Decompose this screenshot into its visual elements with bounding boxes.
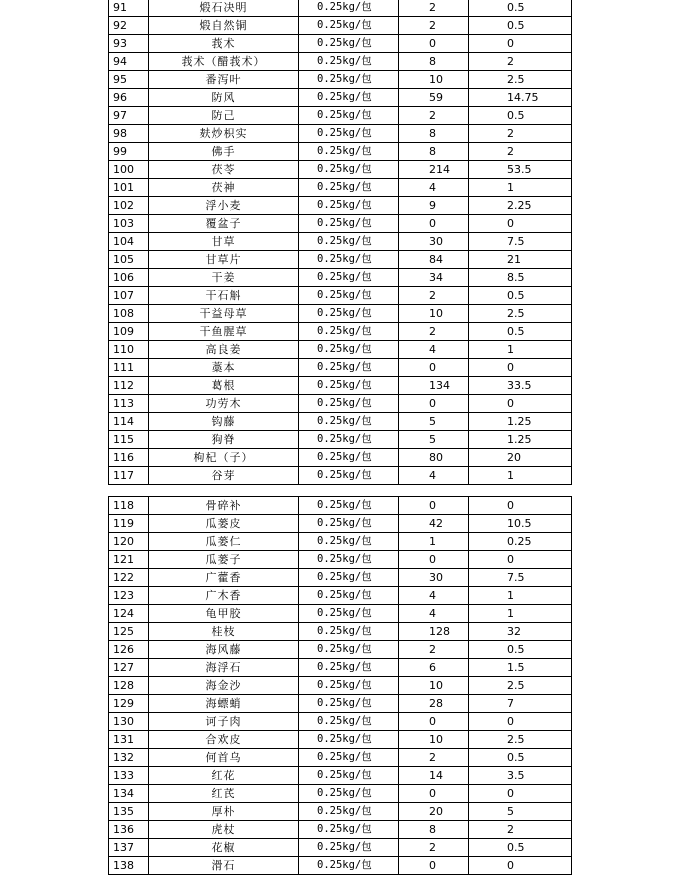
weight-cell: 0 <box>469 215 572 233</box>
herb-name-cell: 海螵蛸 <box>149 695 299 713</box>
row-number-cell: 124 <box>109 605 149 623</box>
quantity-cell: 128 <box>399 623 469 641</box>
row-number-cell: 135 <box>109 803 149 821</box>
table-row <box>109 605 572 623</box>
table-row <box>109 857 572 875</box>
weight-cell: 0.5 <box>469 107 572 125</box>
quantity-cell: 30 <box>399 233 469 251</box>
row-number-cell: 122 <box>109 569 149 587</box>
package-spec-cell: 0.25kg/包 <box>299 287 399 305</box>
weight-cell: 21 <box>469 251 572 269</box>
herb-name-cell: 高良姜 <box>149 341 299 359</box>
quantity-cell: 80 <box>399 449 469 467</box>
package-spec-cell: 0.25kg/包 <box>299 107 399 125</box>
weight-cell: 1.25 <box>469 413 572 431</box>
weight-cell: 3.5 <box>469 767 572 785</box>
weight-cell: 2.5 <box>469 731 572 749</box>
row-number-cell: 127 <box>109 659 149 677</box>
row-number-cell: 91 <box>109 0 149 17</box>
herb-name-cell: 佛手 <box>149 143 299 161</box>
weight-cell: 1.25 <box>469 431 572 449</box>
herb-name-cell: 海风藤 <box>149 641 299 659</box>
quantity-cell: 0 <box>399 395 469 413</box>
table-row <box>109 143 572 161</box>
table-row <box>109 569 572 587</box>
package-spec-cell: 0.25kg/包 <box>299 623 399 641</box>
herb-name-cell: 滑石 <box>149 857 299 875</box>
herb-name-cell: 龟甲胶 <box>149 605 299 623</box>
row-number-cell: 137 <box>109 839 149 857</box>
table-row <box>109 179 572 197</box>
quantity-cell: 10 <box>399 731 469 749</box>
row-number-cell: 96 <box>109 89 149 107</box>
package-spec-cell: 0.25kg/包 <box>299 839 399 857</box>
weight-cell: 5 <box>469 803 572 821</box>
table-row <box>109 17 572 35</box>
table-row <box>109 731 572 749</box>
row-number-cell: 103 <box>109 215 149 233</box>
weight-cell: 14.75 <box>469 89 572 107</box>
quantity-cell: 0 <box>399 785 469 803</box>
weight-cell: 2 <box>469 125 572 143</box>
herb-name-cell: 干益母草 <box>149 305 299 323</box>
table-row <box>109 449 572 467</box>
weight-cell: 2.5 <box>469 71 572 89</box>
herb-name-cell: 海浮石 <box>149 659 299 677</box>
package-spec-cell: 0.25kg/包 <box>299 197 399 215</box>
package-spec-cell: 0.25kg/包 <box>299 605 399 623</box>
row-number-cell: 95 <box>109 71 149 89</box>
row-number-cell: 105 <box>109 251 149 269</box>
quantity-cell: 0 <box>399 857 469 875</box>
table-row <box>109 323 572 341</box>
quantity-cell: 4 <box>399 587 469 605</box>
package-spec-cell: 0.25kg/包 <box>299 341 399 359</box>
row-number-cell: 128 <box>109 677 149 695</box>
quantity-cell: 2 <box>399 641 469 659</box>
herb-name-cell: 覆盆子 <box>149 215 299 233</box>
row-number-cell: 130 <box>109 713 149 731</box>
weight-cell: 0.5 <box>469 323 572 341</box>
weight-cell: 0 <box>469 497 572 515</box>
table-row <box>109 785 572 803</box>
quantity-cell: 214 <box>399 161 469 179</box>
table-row <box>109 161 572 179</box>
package-spec-cell: 0.25kg/包 <box>299 551 399 569</box>
row-number-cell: 131 <box>109 731 149 749</box>
package-spec-cell: 0.25kg/包 <box>299 821 399 839</box>
row-number-cell: 118 <box>109 497 149 515</box>
package-spec-cell: 0.25kg/包 <box>299 377 399 395</box>
weight-cell: 1 <box>469 467 572 485</box>
row-number-cell: 100 <box>109 161 149 179</box>
herb-name-cell: 甘草片 <box>149 251 299 269</box>
herb-name-cell: 诃子肉 <box>149 713 299 731</box>
package-spec-cell: 0.25kg/包 <box>299 143 399 161</box>
row-number-cell: 125 <box>109 623 149 641</box>
table-row <box>109 233 572 251</box>
row-number-cell: 119 <box>109 515 149 533</box>
quantity-cell: 0 <box>399 713 469 731</box>
herb-name-cell: 瓜蒌皮 <box>149 515 299 533</box>
herb-name-cell: 厚朴 <box>149 803 299 821</box>
weight-cell: 2 <box>469 143 572 161</box>
package-spec-cell: 0.25kg/包 <box>299 857 399 875</box>
package-spec-cell: 0.25kg/包 <box>299 449 399 467</box>
package-spec-cell: 0.25kg/包 <box>299 713 399 731</box>
weight-cell: 1.5 <box>469 659 572 677</box>
package-spec-cell: 0.25kg/包 <box>299 89 399 107</box>
herb-name-cell: 干姜 <box>149 269 299 287</box>
quantity-cell: 10 <box>399 71 469 89</box>
quantity-cell: 0 <box>399 551 469 569</box>
weight-cell: 0 <box>469 395 572 413</box>
package-spec-cell: 0.25kg/包 <box>299 431 399 449</box>
herb-name-cell: 花椒 <box>149 839 299 857</box>
herb-name-cell: 瓜蒌仁 <box>149 533 299 551</box>
quantity-cell: 84 <box>399 251 469 269</box>
package-spec-cell: 0.25kg/包 <box>299 269 399 287</box>
weight-cell: 20 <box>469 449 572 467</box>
quantity-cell: 4 <box>399 605 469 623</box>
weight-cell: 33.5 <box>469 377 572 395</box>
package-spec-cell: 0.25kg/包 <box>299 785 399 803</box>
row-number-cell: 102 <box>109 197 149 215</box>
herb-table-2 <box>108 496 572 875</box>
herb-name-cell: 何首乌 <box>149 749 299 767</box>
quantity-cell: 10 <box>399 305 469 323</box>
package-spec-cell: 0.25kg/包 <box>299 359 399 377</box>
package-spec-cell: 0.25kg/包 <box>299 0 399 17</box>
package-spec-cell: 0.25kg/包 <box>299 569 399 587</box>
table-row <box>109 467 572 485</box>
herb-name-cell: 茯苓 <box>149 161 299 179</box>
package-spec-cell: 0.25kg/包 <box>299 515 399 533</box>
package-spec-cell: 0.25kg/包 <box>299 17 399 35</box>
quantity-cell: 4 <box>399 467 469 485</box>
table-row <box>109 641 572 659</box>
table-row <box>109 35 572 53</box>
table-row <box>109 551 572 569</box>
row-number-cell: 126 <box>109 641 149 659</box>
herb-name-cell: 谷芽 <box>149 467 299 485</box>
weight-cell: 2 <box>469 53 572 71</box>
quantity-cell: 34 <box>399 269 469 287</box>
herb-name-cell: 钩藤 <box>149 413 299 431</box>
quantity-cell: 8 <box>399 53 469 71</box>
herb-name-cell: 骨碎补 <box>149 497 299 515</box>
herb-name-cell: 海金沙 <box>149 677 299 695</box>
table-row <box>109 713 572 731</box>
weight-cell: 1 <box>469 587 572 605</box>
herb-name-cell: 干鱼腥草 <box>149 323 299 341</box>
package-spec-cell: 0.25kg/包 <box>299 251 399 269</box>
row-number-cell: 99 <box>109 143 149 161</box>
package-spec-cell: 0.25kg/包 <box>299 677 399 695</box>
herb-name-cell: 广藿香 <box>149 569 299 587</box>
row-number-cell: 108 <box>109 305 149 323</box>
table-row <box>109 695 572 713</box>
row-number-cell: 129 <box>109 695 149 713</box>
quantity-cell: 9 <box>399 197 469 215</box>
row-number-cell: 94 <box>109 53 149 71</box>
quantity-cell: 8 <box>399 821 469 839</box>
package-spec-cell: 0.25kg/包 <box>299 587 399 605</box>
package-spec-cell: 0.25kg/包 <box>299 53 399 71</box>
weight-cell: 32 <box>469 623 572 641</box>
herb-name-cell: 葛根 <box>149 377 299 395</box>
package-spec-cell: 0.25kg/包 <box>299 179 399 197</box>
package-spec-cell: 0.25kg/包 <box>299 731 399 749</box>
quantity-cell: 2 <box>399 0 469 17</box>
weight-cell: 0.5 <box>469 641 572 659</box>
package-spec-cell: 0.25kg/包 <box>299 233 399 251</box>
row-number-cell: 123 <box>109 587 149 605</box>
weight-cell: 0.5 <box>469 749 572 767</box>
quantity-cell: 2 <box>399 749 469 767</box>
herb-name-cell: 煅自然铜 <box>149 17 299 35</box>
row-number-cell: 134 <box>109 785 149 803</box>
quantity-cell: 4 <box>399 179 469 197</box>
row-number-cell: 104 <box>109 233 149 251</box>
table-row <box>109 395 572 413</box>
table-row <box>109 533 572 551</box>
table-row <box>109 215 572 233</box>
package-spec-cell: 0.25kg/包 <box>299 497 399 515</box>
quantity-cell: 28 <box>399 695 469 713</box>
quantity-cell: 2 <box>399 107 469 125</box>
row-number-cell: 92 <box>109 17 149 35</box>
quantity-cell: 6 <box>399 659 469 677</box>
row-number-cell: 132 <box>109 749 149 767</box>
table-row <box>109 341 572 359</box>
row-number-cell: 121 <box>109 551 149 569</box>
row-number-cell: 115 <box>109 431 149 449</box>
row-number-cell: 138 <box>109 857 149 875</box>
quantity-cell: 0 <box>399 359 469 377</box>
weight-cell: 53.5 <box>469 161 572 179</box>
weight-cell: 1 <box>469 179 572 197</box>
table-row <box>109 839 572 857</box>
weight-cell: 0.5 <box>469 0 572 17</box>
row-number-cell: 93 <box>109 35 149 53</box>
herb-name-cell: 麸炒枳实 <box>149 125 299 143</box>
table-row <box>109 767 572 785</box>
package-spec-cell: 0.25kg/包 <box>299 161 399 179</box>
herb-name-cell: 防己 <box>149 107 299 125</box>
table-row <box>109 413 572 431</box>
herb-name-cell: 藁本 <box>149 359 299 377</box>
herb-table-body <box>109 497 572 875</box>
weight-cell: 0 <box>469 785 572 803</box>
table-row <box>109 497 572 515</box>
row-number-cell: 113 <box>109 395 149 413</box>
weight-cell: 0.25 <box>469 533 572 551</box>
herb-name-cell: 莪术（醋莪术） <box>149 53 299 71</box>
row-number-cell: 114 <box>109 413 149 431</box>
table-row <box>109 0 572 17</box>
weight-cell: 7.5 <box>469 569 572 587</box>
quantity-cell: 14 <box>399 767 469 785</box>
row-number-cell: 111 <box>109 359 149 377</box>
package-spec-cell: 0.25kg/包 <box>299 695 399 713</box>
quantity-cell: 30 <box>399 569 469 587</box>
quantity-cell: 2 <box>399 323 469 341</box>
package-spec-cell: 0.25kg/包 <box>299 749 399 767</box>
row-number-cell: 110 <box>109 341 149 359</box>
herb-name-cell: 红芪 <box>149 785 299 803</box>
weight-cell: 0.5 <box>469 839 572 857</box>
herb-name-cell: 桂枝 <box>149 623 299 641</box>
quantity-cell: 1 <box>399 533 469 551</box>
weight-cell: 0 <box>469 857 572 875</box>
table-row <box>109 821 572 839</box>
herb-name-cell: 浮小麦 <box>149 197 299 215</box>
quantity-cell: 4 <box>399 341 469 359</box>
quantity-cell: 2 <box>399 287 469 305</box>
quantity-cell: 2 <box>399 17 469 35</box>
herb-table-1 <box>108 0 572 485</box>
package-spec-cell: 0.25kg/包 <box>299 305 399 323</box>
package-spec-cell: 0.25kg/包 <box>299 533 399 551</box>
table-row <box>109 431 572 449</box>
weight-cell: 8.5 <box>469 269 572 287</box>
quantity-cell: 0 <box>399 497 469 515</box>
table-row <box>109 125 572 143</box>
weight-cell: 0 <box>469 713 572 731</box>
table-row <box>109 305 572 323</box>
herb-name-cell: 煅石决明 <box>149 0 299 17</box>
herb-name-cell: 干石斛 <box>149 287 299 305</box>
table-row <box>109 677 572 695</box>
quantity-cell: 42 <box>399 515 469 533</box>
row-number-cell: 136 <box>109 821 149 839</box>
table-row <box>109 197 572 215</box>
herb-name-cell: 枸杞（子） <box>149 449 299 467</box>
quantity-cell: 8 <box>399 125 469 143</box>
table-row <box>109 287 572 305</box>
herb-table-body <box>109 0 572 485</box>
weight-cell: 7 <box>469 695 572 713</box>
table-row <box>109 623 572 641</box>
herb-name-cell: 狗脊 <box>149 431 299 449</box>
row-number-cell: 133 <box>109 767 149 785</box>
quantity-cell: 8 <box>399 143 469 161</box>
weight-cell: 2.5 <box>469 677 572 695</box>
table-row <box>109 269 572 287</box>
table-row <box>109 749 572 767</box>
package-spec-cell: 0.25kg/包 <box>299 35 399 53</box>
herb-name-cell: 虎杖 <box>149 821 299 839</box>
row-number-cell: 101 <box>109 179 149 197</box>
package-spec-cell: 0.25kg/包 <box>299 641 399 659</box>
table-row <box>109 515 572 533</box>
weight-cell: 0 <box>469 35 572 53</box>
herb-name-cell: 番泻叶 <box>149 71 299 89</box>
table-row <box>109 71 572 89</box>
row-number-cell: 109 <box>109 323 149 341</box>
table-row <box>109 359 572 377</box>
quantity-cell: 10 <box>399 677 469 695</box>
row-number-cell: 98 <box>109 125 149 143</box>
herb-name-cell: 甘草 <box>149 233 299 251</box>
package-spec-cell: 0.25kg/包 <box>299 395 399 413</box>
package-spec-cell: 0.25kg/包 <box>299 215 399 233</box>
quantity-cell: 59 <box>399 89 469 107</box>
herb-name-cell: 功劳木 <box>149 395 299 413</box>
weight-cell: 10.5 <box>469 515 572 533</box>
weight-cell: 1 <box>469 605 572 623</box>
package-spec-cell: 0.25kg/包 <box>299 71 399 89</box>
herb-name-cell: 广木香 <box>149 587 299 605</box>
quantity-cell: 5 <box>399 413 469 431</box>
weight-cell: 0 <box>469 551 572 569</box>
quantity-cell: 2 <box>399 839 469 857</box>
herb-name-cell: 合欢皮 <box>149 731 299 749</box>
herb-name-cell: 红花 <box>149 767 299 785</box>
row-number-cell: 117 <box>109 467 149 485</box>
herb-name-cell: 茯神 <box>149 179 299 197</box>
weight-cell: 0.5 <box>469 287 572 305</box>
row-number-cell: 106 <box>109 269 149 287</box>
row-number-cell: 107 <box>109 287 149 305</box>
table-row <box>109 803 572 821</box>
quantity-cell: 5 <box>399 431 469 449</box>
table-row <box>109 659 572 677</box>
weight-cell: 2.5 <box>469 305 572 323</box>
table-row <box>109 587 572 605</box>
table-row <box>109 53 572 71</box>
row-number-cell: 116 <box>109 449 149 467</box>
quantity-cell: 0 <box>399 35 469 53</box>
package-spec-cell: 0.25kg/包 <box>299 659 399 677</box>
herb-name-cell: 瓜蒌子 <box>149 551 299 569</box>
weight-cell: 2 <box>469 821 572 839</box>
table-row <box>109 107 572 125</box>
table-row <box>109 251 572 269</box>
package-spec-cell: 0.25kg/包 <box>299 413 399 431</box>
table-row <box>109 89 572 107</box>
weight-cell: 7.5 <box>469 233 572 251</box>
quantity-cell: 0 <box>399 215 469 233</box>
row-number-cell: 120 <box>109 533 149 551</box>
package-spec-cell: 0.25kg/包 <box>299 323 399 341</box>
herb-name-cell: 防风 <box>149 89 299 107</box>
package-spec-cell: 0.25kg/包 <box>299 803 399 821</box>
package-spec-cell: 0.25kg/包 <box>299 125 399 143</box>
weight-cell: 0.5 <box>469 17 572 35</box>
row-number-cell: 112 <box>109 377 149 395</box>
package-spec-cell: 0.25kg/包 <box>299 467 399 485</box>
package-spec-cell: 0.25kg/包 <box>299 767 399 785</box>
row-number-cell: 97 <box>109 107 149 125</box>
quantity-cell: 20 <box>399 803 469 821</box>
weight-cell: 1 <box>469 341 572 359</box>
table-row <box>109 377 572 395</box>
herb-name-cell: 莪术 <box>149 35 299 53</box>
quantity-cell: 134 <box>399 377 469 395</box>
weight-cell: 2.25 <box>469 197 572 215</box>
weight-cell: 0 <box>469 359 572 377</box>
